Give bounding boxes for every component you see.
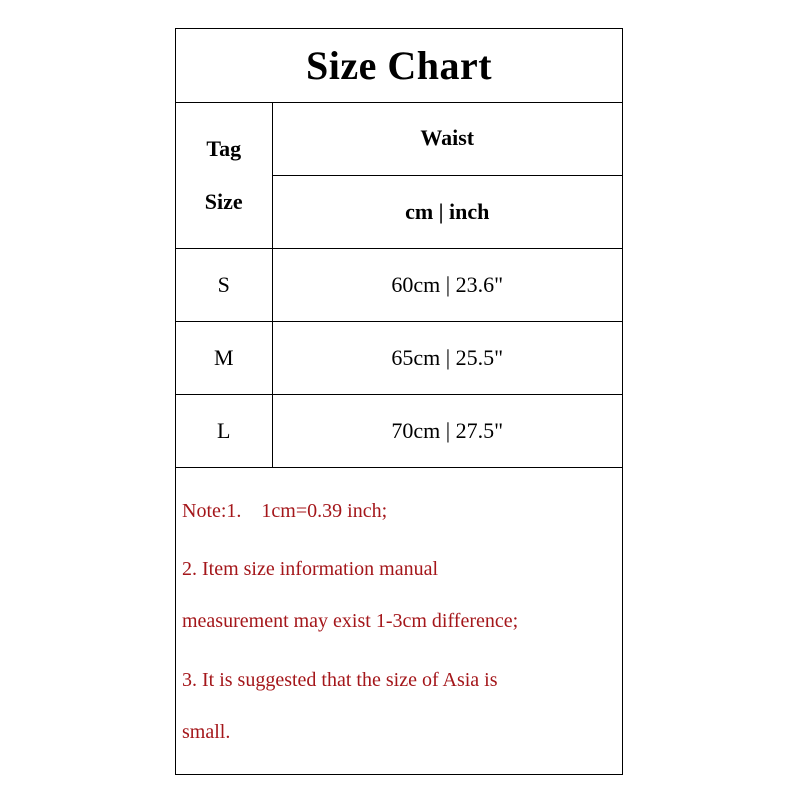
- waist-header: Waist: [272, 102, 622, 175]
- size-chart: [175, 28, 623, 775]
- tag-size-header-line2: Size: [204, 188, 243, 214]
- header-row-1: [176, 102, 622, 175]
- size-cell: L: [176, 394, 272, 467]
- size-table: [176, 102, 622, 468]
- waist-cell: 70cm | 27.5": [272, 394, 622, 467]
- table-row: [176, 248, 622, 321]
- chart-title: Size Chart: [305, 43, 493, 88]
- title-row: [176, 29, 622, 103]
- units-header: cm | inch: [272, 175, 622, 248]
- note-line-4: 3. It is suggested that the size of Asia is: [182, 669, 498, 691]
- waist-cell: 60cm | 23.6": [272, 248, 622, 321]
- note-line-3: measurement may exist 1-3cm difference;: [182, 610, 519, 632]
- waist-cell: 65cm | 25.5": [272, 321, 622, 394]
- note-line-1: Note:1. 1cm=0.39 inch;: [182, 500, 388, 522]
- size-cell: S: [176, 248, 272, 321]
- size-cell: M: [176, 321, 272, 394]
- tag-size-header-line1: Tag: [206, 135, 242, 161]
- tag-size-header: [176, 102, 272, 248]
- note-line-2: 2. Item size information manual: [182, 558, 439, 580]
- table-row: [176, 394, 622, 467]
- note-line-5: small.: [182, 721, 231, 743]
- notes-section: [176, 467, 622, 774]
- table-row: [176, 321, 622, 394]
